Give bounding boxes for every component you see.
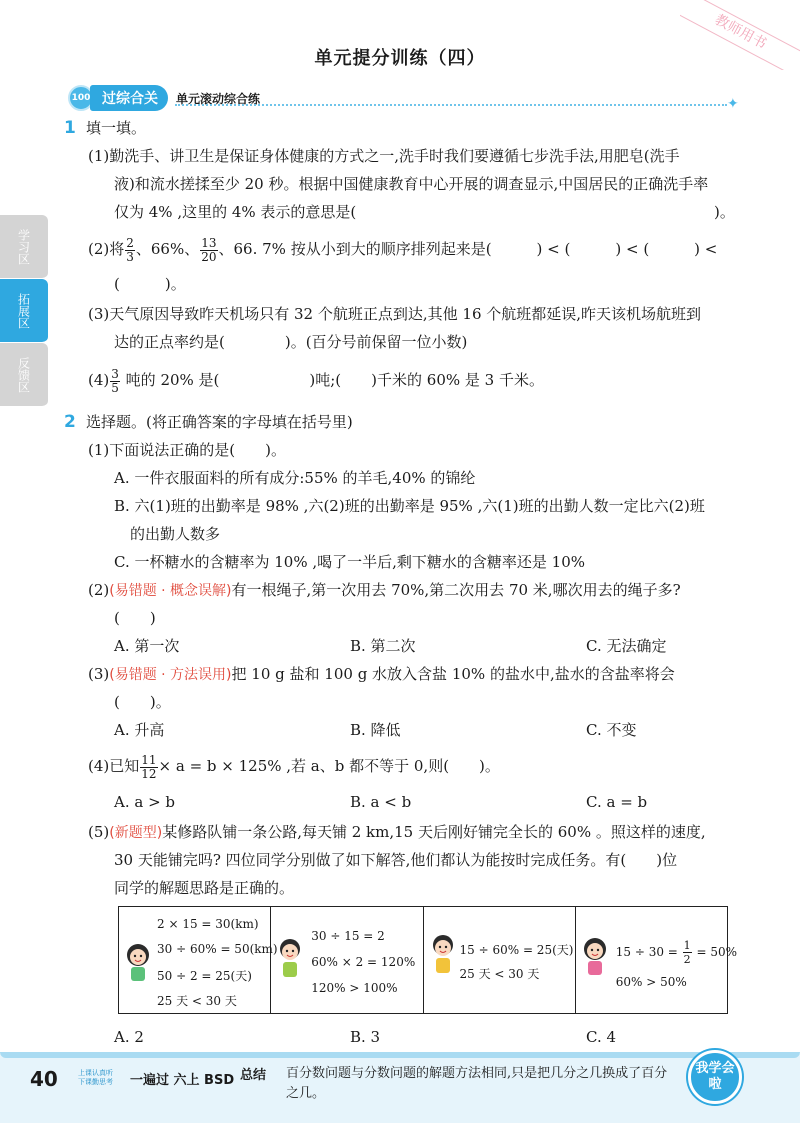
student-girl-icon bbox=[123, 941, 153, 985]
section-tag: 过综合关 bbox=[90, 85, 168, 111]
tag-new-type: (新题型) bbox=[109, 825, 163, 841]
q2-s3: (3)(易错题 · 方法误用)把 10 g 盐和 100 g 水放入含盐 10% 的盐水中,盐水的含盐率将会 bbox=[88, 665, 675, 683]
q2-s3-option-b: B. 降低 bbox=[350, 721, 401, 739]
solution-cell-1: 2 × 15 = 30(km) 30 ÷ 60% = 50(km) 50 ÷ 2 = 25(天) 25 天 < 30 天 bbox=[119, 907, 271, 1013]
q2-s4-option-a: A. a > b bbox=[114, 793, 176, 811]
section-divider bbox=[175, 104, 727, 106]
q2-s2-option-a: A. 第一次 bbox=[114, 637, 180, 655]
side-tabs bbox=[0, 215, 48, 407]
question-2-heading bbox=[64, 411, 353, 433]
q2-s1-option-c: C. 一杯糖水的含糖率为 10% ,喝了一半后,剩下糖水的含糖率还是 10% bbox=[114, 553, 586, 571]
corner-stamp-text: 教师用书 bbox=[680, 0, 800, 70]
fraction: $\frac{2}{3}$ bbox=[126, 235, 134, 264]
q1-p2-line2[interactable]: ( )。 bbox=[114, 275, 186, 293]
q2-s4-option-c: C. a = b bbox=[586, 793, 648, 811]
solution-cell-3: 15 ÷ 60% = 25(天) 25 天 < 30 天 bbox=[424, 907, 576, 1013]
solution-cell-4: 15 ÷ 30 = $\frac{1}{2}$ = 50% 60% > 50% bbox=[576, 907, 727, 1013]
q2-s4-option-b: B. a < b bbox=[350, 793, 412, 811]
q2-s1-option-b-line1: B. 六(1)班的出勤率是 98% ,六(2)班的出勤率是 95% ,六(1)班的出勤人数一定比六(2)班 bbox=[114, 497, 705, 515]
solutions-table bbox=[118, 906, 738, 1014]
q2-s4[interactable]: (4)已知 $\frac{11}{12}$ × a = b × 125% ,若 a、b 都不等于 0,则( )。 bbox=[88, 752, 500, 781]
student-girl-icon bbox=[580, 935, 610, 979]
score-badge-icon: 100 bbox=[68, 85, 94, 111]
fraction: $\frac{11}{12}$ bbox=[141, 752, 157, 781]
q2-s2-option-c: C. 无法确定 bbox=[586, 637, 667, 655]
question-1-heading bbox=[64, 117, 146, 139]
student-boy-icon bbox=[275, 937, 305, 981]
q2-s5-option-b: B. 3 bbox=[350, 1028, 381, 1046]
q1-p1-line2: 液)和流水搓揉至少 20 秒。根据中国健康教育中心开展的调查显示,中国居民的正确洗手率 bbox=[114, 175, 709, 193]
q2-s2-line2[interactable]: ( ) bbox=[114, 609, 156, 627]
q1-p2-line1: (2)将 $\frac{2}{3}$ 、66%、 $\frac{13}{20}$ 、66. 7% 按从小到大的顺序排列起来是( ) < ( ) < ( ) < bbox=[88, 235, 718, 264]
question-number: 1 bbox=[64, 118, 76, 138]
q2-s3-option-c: C. 不变 bbox=[586, 721, 637, 739]
fraction: $\frac{13}{20}$ bbox=[201, 235, 217, 264]
q2-s1[interactable]: (1)下面说法正确的是( )。 bbox=[88, 441, 286, 459]
summary-label: 总结 bbox=[240, 1068, 267, 1083]
side-tab-feedback[interactable]: 反馈区 bbox=[0, 343, 48, 407]
q2-s5-line3: 同学的解题思路是正确的。 bbox=[114, 879, 295, 897]
summary-text: 百分数问题与分数问题的解题方法相同,只是把几分之几换成了百分之几。 bbox=[286, 1066, 668, 1101]
q1-p4-line[interactable]: (4) $\frac{3}{5}$ 吨的 20% 是( )吨;( )千米的 60% 是 3 千米。 bbox=[88, 366, 544, 395]
star-icon: ✦ bbox=[727, 96, 739, 112]
fraction: $\frac{3}{5}$ bbox=[111, 366, 119, 395]
tag-error-prone: (易错题 · 方法误用) bbox=[109, 667, 232, 683]
q2-s1-option-b-line2: 的出勤人数多 bbox=[130, 525, 221, 543]
footer-slogan: 上课认真听 下课勤思考 bbox=[78, 1069, 113, 1086]
q2-s3-line2[interactable]: ( )。 bbox=[114, 693, 171, 711]
fraction: $\frac{1}{2}$ bbox=[683, 939, 691, 966]
student-boy-icon bbox=[428, 933, 458, 977]
q1-p3-line2[interactable]: 达的正点率约是( )。(百分号前保留一位小数) bbox=[114, 333, 468, 351]
section-header bbox=[68, 84, 260, 112]
footer-wave bbox=[0, 1052, 800, 1058]
side-tab-study[interactable]: 学习区 bbox=[0, 215, 48, 279]
q1-p1-line3-a: 仅为 4% ,这里的 4% 表示的意思是( bbox=[114, 203, 357, 221]
question-title: 选择题。(将正确答案的字母填在括号里) bbox=[86, 413, 353, 431]
page-number: 40 bbox=[30, 1067, 58, 1091]
q2-s5-option-a: A. 2 bbox=[114, 1028, 144, 1046]
side-tab-extend[interactable]: 拓展区 bbox=[0, 279, 48, 343]
q1-p3-line1: (3)天气原因导致昨天机场只有 32 个航班正点到达,其他 16 个航班都延误,昨天该机场航班到 bbox=[88, 305, 702, 323]
corner-stamp bbox=[680, 0, 800, 70]
q1-p1-line3 bbox=[114, 201, 356, 223]
tag-error-prone: (易错题 · 概念误解) bbox=[109, 583, 232, 599]
q2-s1-option-a: A. 一件衣服面料的所有成分:55% 的羊毛,40% 的锦纶 bbox=[114, 469, 476, 487]
q2-s3-option-a: A. 升高 bbox=[114, 721, 165, 739]
solution-4-line1: 15 ÷ 30 = $\frac{1}{2}$ = 50% bbox=[615, 939, 738, 966]
page-title: 单元提分训练（四） bbox=[314, 48, 486, 69]
q2-s5-line1: (5)(新题型)某修路队铺一条公路,每天铺 2 km,15 天后刚好铺完全长的 60% 。照这样的速度, bbox=[88, 823, 706, 841]
q1-p1-line3-b: )。 bbox=[714, 203, 735, 221]
section-subtitle: 单元滚动综合练 bbox=[176, 91, 261, 106]
q1-p1-line1: (1)勤洗手、讲卫生是保证身体健康的方式之一,洗手时我们要遵循七步洗手法,用肥皂(洗手 bbox=[88, 147, 680, 165]
q2-s5-option-c: C. 4 bbox=[586, 1028, 617, 1046]
footer-brand: 一遍过 六上 BSD bbox=[130, 1073, 235, 1088]
q2-s2-option-b: B. 第二次 bbox=[350, 637, 416, 655]
question-number: 2 bbox=[64, 412, 76, 432]
q2-s5-line2[interactable]: 30 天能铺完吗? 四位同学分别做了如下解答,他们都认为能按时完成任务。有( )位 bbox=[114, 851, 678, 869]
question-title: 填一填。 bbox=[86, 119, 147, 137]
i-learned-bubble: 我学会啦 bbox=[688, 1050, 742, 1104]
q2-s2: (2)(易错题 · 概念误解)有一根绳子,第一次用去 70%,第二次用去 70 米,哪次用去的绳子多? bbox=[88, 581, 681, 599]
solution-cell-2: 30 ÷ 15 = 2 60% × 2 = 120% 120% > 100% bbox=[271, 907, 423, 1013]
